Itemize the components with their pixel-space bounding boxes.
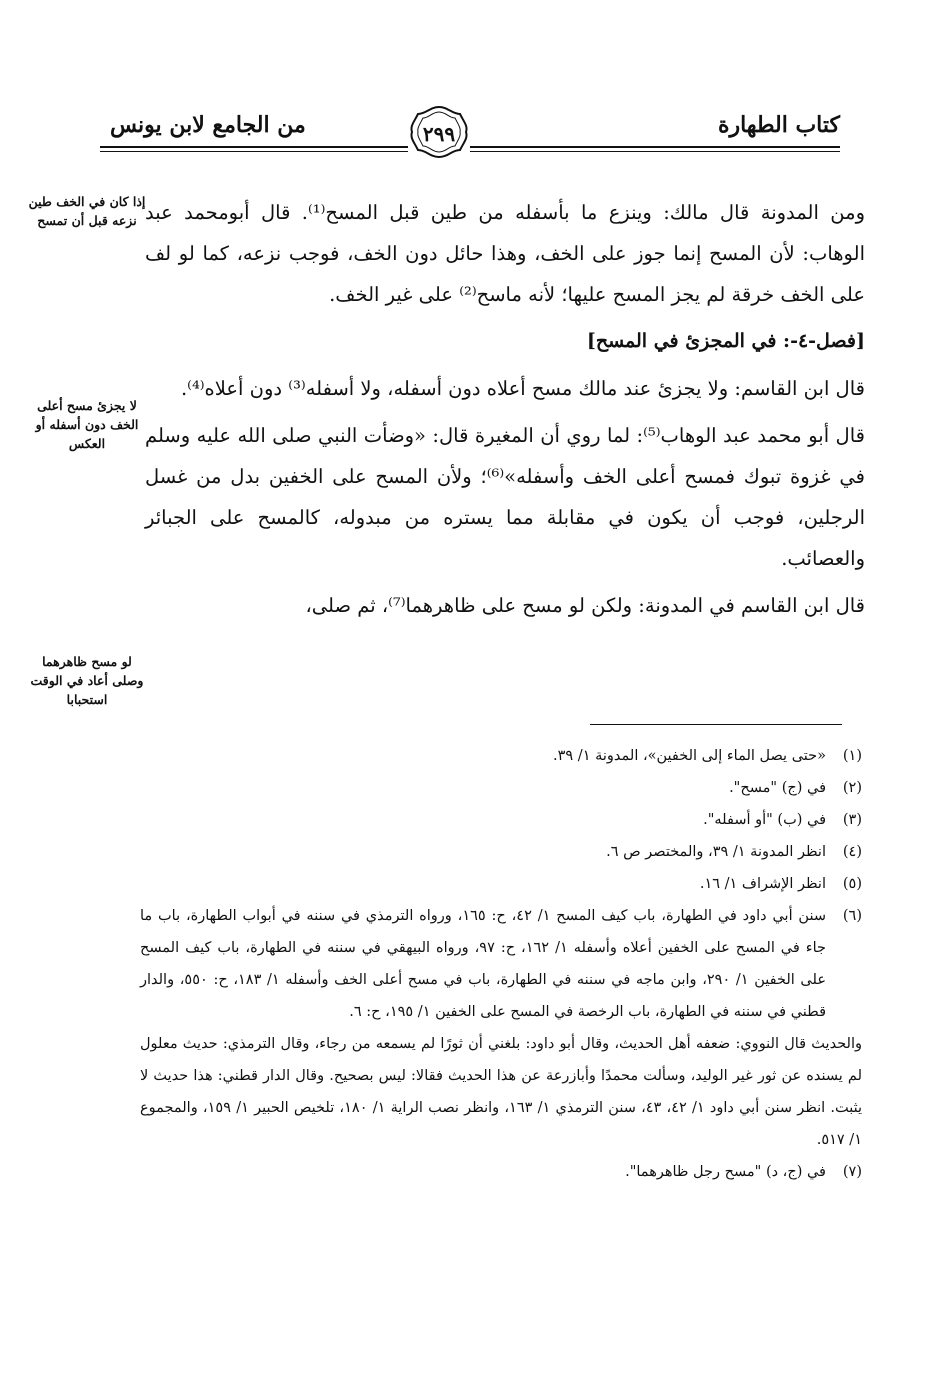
footnote-number: (٥) bbox=[842, 876, 862, 892]
chapter-title: كتاب الطهارة bbox=[717, 112, 840, 138]
footnotes bbox=[140, 740, 862, 1188]
footnote-number: (٧) bbox=[842, 1164, 862, 1180]
footnote-text: في (ج، د) "مسح رجل ظاهرهما". bbox=[625, 1164, 826, 1180]
book-title: من الجامع لابن يونس bbox=[110, 112, 306, 138]
footnote-text: في (ب) "أو أسفله". bbox=[703, 812, 826, 828]
footnote-separator bbox=[590, 724, 842, 725]
footnote-number: (١) bbox=[842, 748, 862, 764]
footnote bbox=[140, 772, 862, 804]
page-number-ornament bbox=[408, 104, 470, 160]
footnote-text: انظر الإشراف ١/ ١٦. bbox=[699, 876, 826, 892]
footnote bbox=[140, 1156, 862, 1188]
header-rule bbox=[100, 146, 840, 148]
footnote-number: (٢) bbox=[842, 780, 862, 796]
footnote bbox=[140, 836, 862, 868]
main-text bbox=[145, 192, 865, 632]
page-number: ٢٩٩ bbox=[422, 122, 456, 146]
margin-note-2: لا يجزئ مسح أعلى الخف دون أسفله أو العكس bbox=[35, 398, 139, 451]
footnote bbox=[140, 740, 862, 772]
footnote bbox=[140, 900, 862, 1028]
footnote bbox=[140, 868, 862, 900]
footnote-number: (٣) bbox=[842, 812, 862, 828]
margin-note-3: لو مسح ظاهرهما وصلى أعاد في الوقت استحبابا bbox=[30, 654, 144, 707]
footnote-text: في (ج) "مسح". bbox=[729, 780, 826, 796]
paragraph-3: قال أبو محمد عبد الوهاب⁽⁵⁾: لما روي أن المغيرة قال: «وضأت النبي صلى الله عليه وسلم في غزوة تبوك فمسح أعلى الخف وأسفله»⁽⁶⁾؛ ولأن المسح على الخفين بدل من غسل الرجلين، فوجب أن يكون في مقابلة مما يستره من مبدوله، كالمسح على الجبائر والعصائب. bbox=[145, 424, 866, 570]
paragraph-2: قال ابن القاسم: ولا يجزئ عند مالك مسح أعلاه دون أسفله، ولا أسفله⁽³⁾ دون أعلاه⁽⁴⁾. bbox=[180, 377, 865, 400]
footnote-text: سنن أبي داود في الطهارة، باب كيف المسح ١/ ٤٢، ح: ١٦٥، ورواه الترمذي في سننه في أبواب الطهارة، باب ما جاء في المسح على الخفين أعلاه وأسفله ١/ ١٦٢، ح: ٩٧، ورواه البيهقي في سننه في الطهارة، باب كيف المسح على الخفين ١/ ٢٩٠، وابن ماجه في سننه في الطهارة، باب في مسح أعلى الخف وأسفله ١/ ١٨٣، ح: ٥٥٠، والدار قطني في سننه في الطهارة، باب الرخصة في المسح على الخفين ١/ ١٩٥، ح: ٦. bbox=[140, 908, 826, 1020]
header-rule-thin bbox=[100, 151, 840, 152]
footnote-number: (٤) bbox=[842, 844, 862, 860]
footnote-number: (٦) bbox=[842, 908, 862, 924]
margin-note-1: إذا كان في الخف طين نزعه قبل أن تمسح bbox=[28, 194, 146, 228]
footnote-continuation: والحديث قال النووي: ضعفه أهل الحديث، وقال أبو داود: بلغني أن ثورًا لم يسمعه من رجاء، وقال الترمذي: حديث معلول لم يسنده عن ثور غير الوليد، وسألت محمدًا وأبازرعة عن هذا الحديث فقالا: ليس بصحيح. وقال الدار قطني: هذا حديث لا يثبت. انظر سنن أبي داود ١/ ٤٢، ٤٣، سنن الترمذي ١/ ١٦٣، وانظر نصب الراية ١/ ١٨٠، تلخيص الحبير ١/ ١٥٩، والمجموع ١/ ٥١٧. bbox=[140, 1036, 863, 1148]
paragraph-4: قال ابن القاسم في المدونة: ولكن لو مسح على ظاهرهما⁽⁷⁾، ثم صلى، bbox=[305, 594, 865, 617]
running-header bbox=[100, 104, 840, 160]
footnote-text: «حتى يصل الماء إلى الخفين»، المدونة ١/ ٣٩. bbox=[553, 748, 826, 764]
footnote-text: انظر المدونة ١/ ٣٩، والمختصر ص ٦. bbox=[606, 844, 826, 860]
section-title: [فصل-٤-: في المجزئ في المسح] bbox=[586, 330, 865, 352]
paragraph-1: ومن المدونة قال مالك: وينزع ما بأسفله من طين قبل المسح⁽¹⁾. قال أبومحمد عبد الوهاب: لأن المسح إنما جوز على الخف، وهذا حائل دون الخف، فوجب نزعه، كما لو لف على الخف خرقة لم يجز المسح عليها؛ لأنه ماسح⁽²⁾ على غير الخف. bbox=[145, 201, 866, 306]
footnote bbox=[140, 804, 862, 836]
